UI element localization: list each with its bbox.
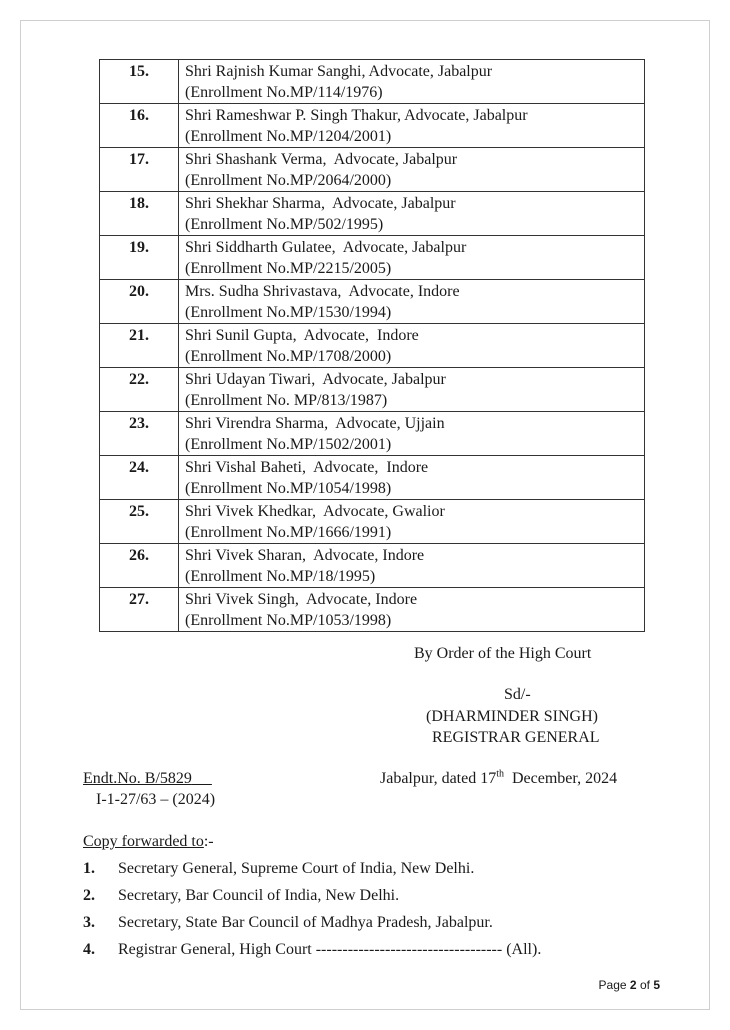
place-date: Jabalpur, dated 17th December, 2024 [380, 768, 618, 787]
advocate-enrollment: (Enrollment No.MP/1530/1994) [185, 304, 392, 321]
advocate-name: Shri Rameshwar P. Singh Thakur, Advocate, Jabalpur [185, 107, 528, 124]
advocate-name: Shri Vivek Sharan, Advocate, Indore [185, 547, 425, 564]
copy-item-text: Registrar General, High Court ----------------------------------- (All). [118, 941, 542, 958]
advocate-name: Shri Sunil Gupta, Advocate, Indore [185, 327, 419, 344]
advocate-name: Shri Vishal Baheti, Advocate, Indore [185, 459, 429, 476]
endorsement-number: Endt.No. B/5829 [83, 770, 192, 787]
copy-item-number: 3. [83, 914, 95, 931]
advocate-enrollment: (Enrollment No.MP/502/1995) [185, 216, 384, 233]
registrar-name: (DHARMINDER SINGH) [426, 708, 598, 725]
advocate-serial-number: 20. [100, 280, 179, 324]
advocate-details [179, 544, 645, 588]
advocate-enrollment: (Enrollment No.MP/2215/2005) [185, 260, 392, 277]
advocate-name: Shri Shashank Verma, Advocate, Jabalpur [185, 151, 458, 168]
advocate-serial-number: 22. [100, 368, 179, 412]
advocate-details [179, 192, 645, 236]
advocate-row [100, 60, 645, 104]
advocate-enrollment: (Enrollment No.MP/1502/2001) [185, 436, 392, 453]
advocate-name: Shri Siddharth Gulatee, Advocate, Jabalpur [185, 239, 467, 256]
registrar-designation: REGISTRAR GENERAL [432, 729, 600, 746]
advocate-row [100, 104, 645, 148]
advocate-enrollment: (Enrollment No.MP/1708/2000) [185, 348, 392, 365]
copy-item-text: Secretary, State Bar Council of Madhya Pradesh, Jabalpur. [118, 914, 493, 931]
advocate-enrollment: (Enrollment No.MP/18/1995) [185, 568, 376, 585]
advocate-details [179, 500, 645, 544]
copy-item-number: 1. [83, 860, 95, 877]
advocate-details [179, 324, 645, 368]
advocate-enrollment: (Enrollment No.MP/2064/2000) [185, 172, 392, 189]
copy-item-number: 2. [83, 887, 95, 904]
page-number: Page 2 of 5 [598, 978, 660, 992]
advocates-table [99, 59, 645, 632]
sd-text: Sd/- [504, 686, 531, 703]
advocate-serial-number: 16. [100, 104, 179, 148]
advocate-row [100, 588, 645, 632]
advocate-name: Shri Shekhar Sharma, Advocate, Jabalpur [185, 195, 456, 212]
advocate-row [100, 544, 645, 588]
advocate-details [179, 456, 645, 500]
advocate-row [100, 236, 645, 280]
copy-item-text: Secretary, Bar Council of India, New Delhi. [118, 887, 400, 904]
advocate-details [179, 588, 645, 632]
advocate-serial-number: 17. [100, 148, 179, 192]
advocate-serial-number: 21. [100, 324, 179, 368]
advocate-serial-number: 25. [100, 500, 179, 544]
copy-forwarded-heading: Copy forwarded to:- [83, 833, 214, 850]
advocate-details [179, 368, 645, 412]
copy-item-text: Secretary General, Supreme Court of India, New Delhi. [118, 860, 475, 877]
advocate-name: Mrs. Sudha Shrivastava, Advocate, Indore [185, 283, 460, 300]
advocate-name: Shri Udayan Tiwari, Advocate, Jabalpur [185, 371, 446, 388]
advocate-row [100, 280, 645, 324]
advocate-serial-number: 15. [100, 60, 179, 104]
advocate-row [100, 192, 645, 236]
advocate-row [100, 368, 645, 412]
advocate-row [100, 412, 645, 456]
file-number: I-1-27/63 – (2024) [96, 791, 216, 808]
advocate-details [179, 236, 645, 280]
advocate-enrollment: (Enrollment No. MP/813/1987) [185, 392, 388, 409]
advocate-enrollment: (Enrollment No.MP/1204/2001) [185, 128, 392, 145]
advocate-row [100, 456, 645, 500]
advocate-name: Shri Vivek Khedkar, Advocate, Gwalior [185, 503, 445, 520]
advocate-details [179, 60, 645, 104]
copy-item-number: 4. [83, 941, 95, 958]
advocate-row [100, 148, 645, 192]
advocate-enrollment: (Enrollment No.MP/1054/1998) [185, 480, 392, 497]
advocate-row [100, 500, 645, 544]
advocate-serial-number: 24. [100, 456, 179, 500]
advocate-name: Shri Rajnish Kumar Sanghi, Advocate, Jabalpur [185, 63, 493, 80]
advocate-name: Shri Vivek Singh, Advocate, Indore [185, 591, 418, 608]
advocate-details [179, 148, 645, 192]
advocate-details [179, 412, 645, 456]
advocate-enrollment: (Enrollment No.MP/114/1976) [185, 84, 383, 101]
advocate-serial-number: 23. [100, 412, 179, 456]
advocate-enrollment: (Enrollment No.MP/1666/1991) [185, 524, 392, 541]
advocate-name: Shri Virendra Sharma, Advocate, Ujjain [185, 415, 445, 432]
by-order-text: By Order of the High Court [414, 645, 592, 662]
advocate-enrollment: (Enrollment No.MP/1053/1998) [185, 612, 392, 629]
advocate-details [179, 104, 645, 148]
advocate-row [100, 324, 645, 368]
advocate-serial-number: 18. [100, 192, 179, 236]
advocate-details [179, 280, 645, 324]
advocate-serial-number: 19. [100, 236, 179, 280]
advocate-serial-number: 27. [100, 588, 179, 632]
advocate-serial-number: 26. [100, 544, 179, 588]
